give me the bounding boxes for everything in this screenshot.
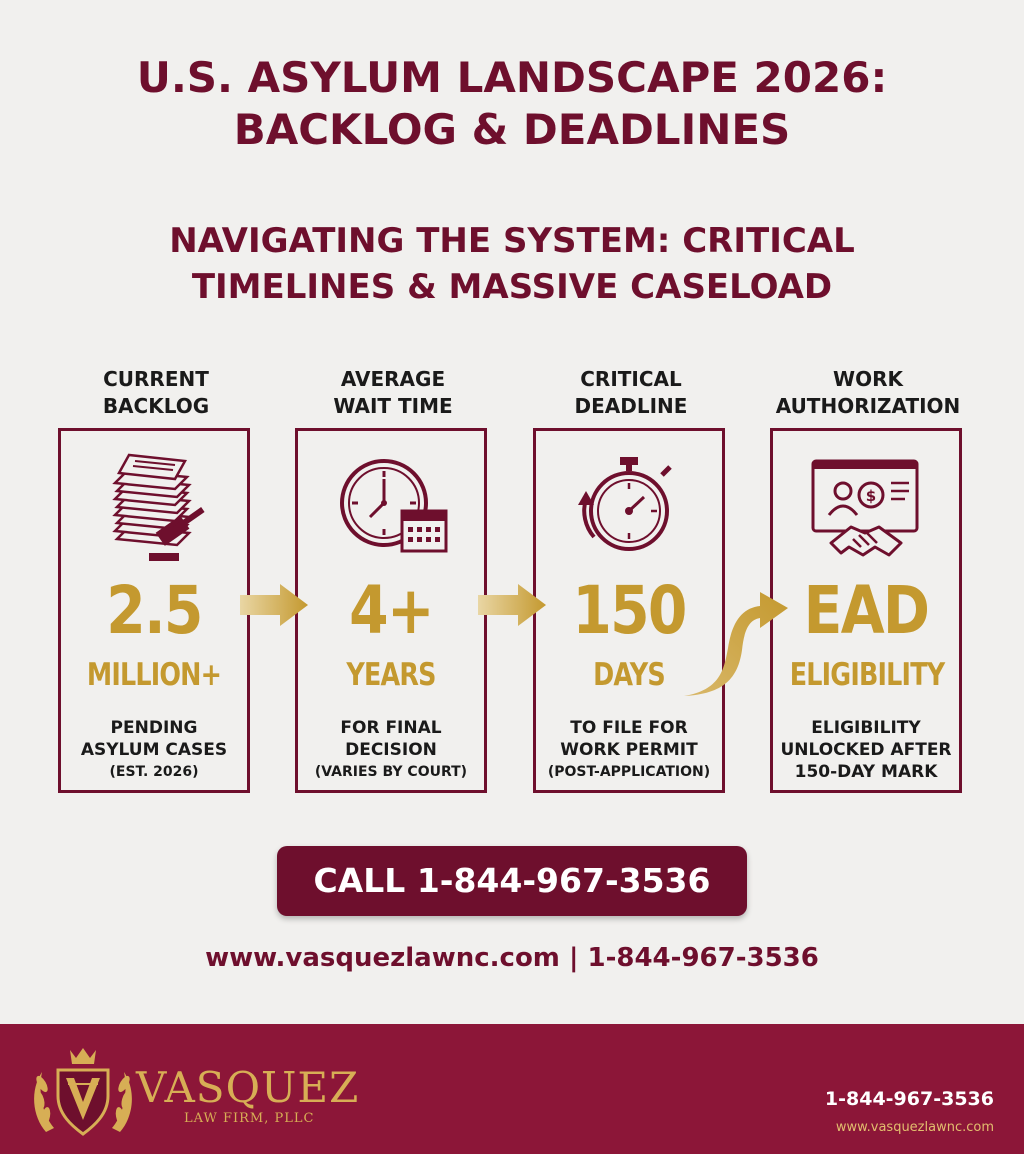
label-line: WAIT TIME: [333, 394, 453, 418]
ead-unit: ELIGIBILITY: [789, 657, 945, 693]
ead-value: EAD: [803, 572, 929, 649]
wait-time-value: 4+: [349, 572, 433, 649]
desc-line: TO FILE FOR: [570, 718, 688, 738]
label-line: DEADLINE: [574, 394, 688, 418]
wait-time-unit: YEARS: [346, 657, 436, 693]
ead-description: [773, 717, 959, 783]
label-line: AUTHORIZATION: [775, 394, 961, 418]
title-line-1: U.S. ASYLUM LANDSCAPE 2026:: [136, 53, 888, 102]
document-stack-gavel-icon: [61, 447, 247, 567]
desc-line: ELIGIBILITY: [811, 718, 921, 738]
label-line: WORK: [833, 367, 903, 391]
label-line: CURRENT: [103, 367, 209, 391]
arrow-right-icon: [476, 582, 548, 628]
title-line-2: BACKLOG & DEADLINES: [233, 105, 791, 154]
svg-text:$: $: [865, 487, 877, 505]
desc-line: UNLOCKED AFTER: [780, 740, 952, 760]
desc-line: 150-DAY MARK: [794, 762, 938, 782]
label-line: CRITICAL: [580, 367, 682, 391]
desc-line: WORK PERMIT: [560, 740, 698, 760]
wait-time-description: [298, 717, 484, 783]
label-line: AVERAGE: [340, 367, 446, 391]
card-average-wait-time: [295, 428, 487, 793]
stopwatch-icon: [536, 447, 722, 567]
desc-note: (EST. 2026): [109, 764, 199, 780]
desc-line: ASYLUM CASES: [80, 740, 228, 760]
arrow-right-icon: [238, 582, 310, 628]
footer: [0, 1024, 1024, 1154]
footer-phone[interactable]: 1-844-967-3536: [824, 1088, 994, 1110]
clock-calendar-icon: [298, 447, 484, 567]
card-current-backlog: [58, 428, 250, 793]
page-title: [0, 52, 1024, 156]
label-current-backlog: [38, 366, 274, 420]
desc-note: (POST-APPLICATION): [547, 764, 711, 780]
brand-name: VASQUEZ: [136, 1063, 360, 1112]
page-subtitle: [0, 218, 1024, 310]
desc-line: PENDING: [110, 718, 198, 738]
card-work-authorization: [770, 428, 962, 793]
deadline-description: [536, 717, 722, 783]
subtitle-line-1: NAVIGATING THE SYSTEM: CRITICAL: [169, 221, 855, 261]
label-critical-deadline: [513, 366, 749, 420]
law-firm-crest-icon: [28, 1044, 138, 1142]
brand-subtitle: LAW FIRM, PLLC: [184, 1111, 315, 1126]
backlog-description: [61, 717, 247, 783]
footer-website[interactable]: www.vasquezlawnc.com: [835, 1120, 994, 1135]
desc-note: (VARIES BY COURT): [314, 764, 468, 780]
deadline-value: 150: [572, 572, 686, 649]
curved-arrow-icon: [680, 578, 792, 700]
contact-line[interactable]: www.vasquezlawnc.com | 1-844-967-3536: [205, 943, 819, 973]
desc-line: FOR FINAL: [340, 718, 442, 738]
subtitle-line-2: TIMELINES & MASSIVE CASELOAD: [191, 267, 833, 307]
call-button[interactable]: CALL 1-844-967-3536: [277, 846, 747, 916]
label-average-wait-time: [275, 366, 511, 420]
backlog-unit: MILLION+: [86, 657, 222, 693]
desc-line: DECISION: [345, 740, 437, 760]
label-line: BACKLOG: [102, 394, 210, 418]
id-card-handshake-icon: [773, 447, 959, 567]
label-work-authorization: [750, 366, 986, 420]
deadline-unit: DAYS: [593, 657, 665, 693]
backlog-value: 2.5: [106, 572, 202, 649]
